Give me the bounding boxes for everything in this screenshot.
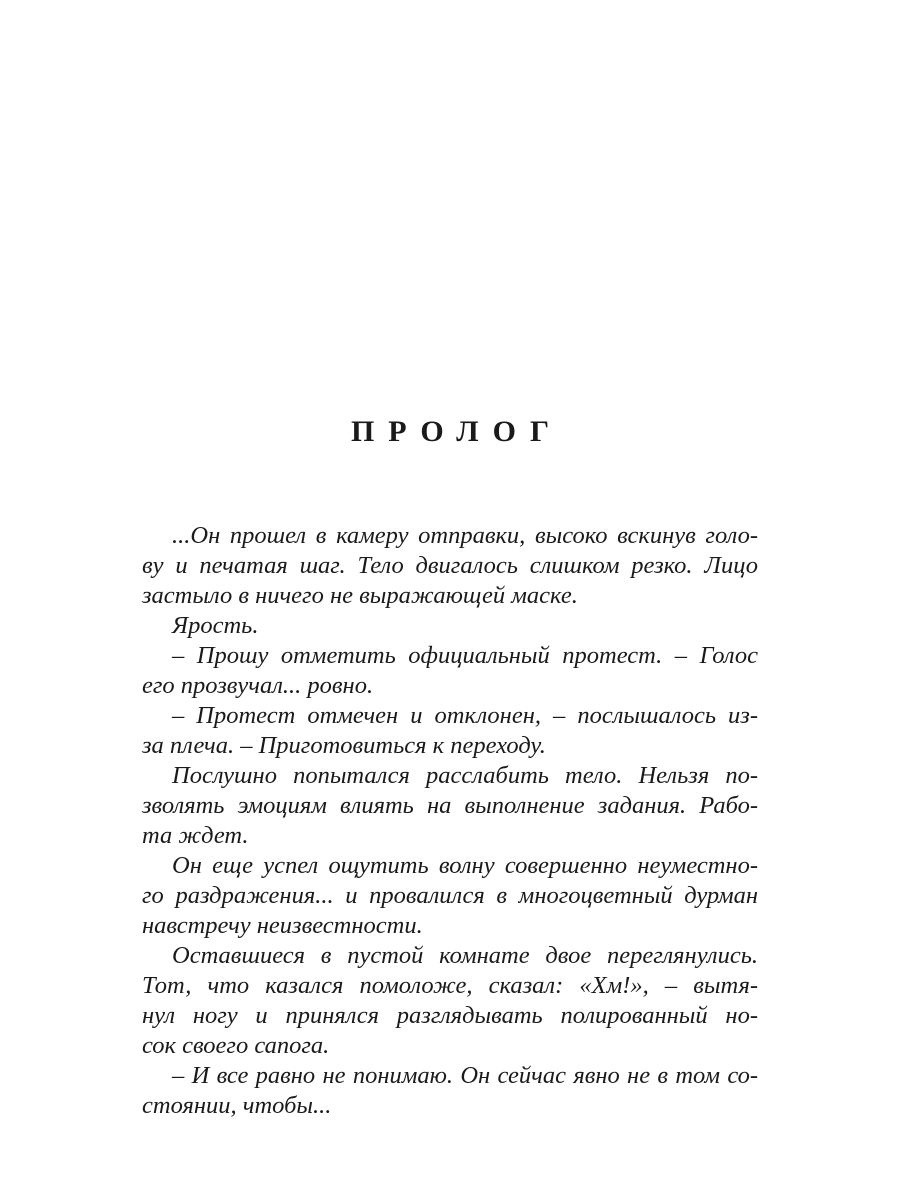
- text-line: та ждет.: [142, 822, 249, 849]
- text-line: – И все равно не понимаю. Он сейчас явно не в том со-: [172, 1062, 758, 1089]
- text-line: – Прошу отметить официальный протест. – Голос: [172, 642, 758, 669]
- text-line: ву и печатая шаг. Тело двигалось слишком резко. Лицо: [142, 552, 758, 579]
- text-line: сок своего сапога.: [142, 1032, 330, 1059]
- text-line: зволять эмоциям влиять на выполнение задания. Рабо-: [142, 792, 758, 819]
- text-line: навстречу неизвестности.: [142, 912, 423, 939]
- text-line: его прозвучал... ровно.: [142, 672, 374, 699]
- text-line: застыло в ничего не выражающей маске.: [142, 582, 578, 609]
- text-line: Ярость.: [172, 612, 259, 639]
- chapter-title: ПРОЛОГ: [350, 415, 564, 448]
- text-line: – Протест отмечен и отклонен, – послышалось из-: [172, 702, 758, 729]
- text-line: Послушно попытался расслабить тело. Нельзя по-: [172, 762, 758, 789]
- text-line: стоянии, чтобы...: [142, 1092, 332, 1119]
- text-line: за плеча. – Приготовиться к переходу.: [142, 732, 546, 759]
- text-line: нул ногу и принялся разглядывать полированный но-: [142, 1002, 758, 1029]
- text-line: го раздражения... и провалился в многоцветный дурман: [142, 882, 758, 909]
- text-line: Он еще успел ощутить волну совершенно неуместно-: [172, 852, 758, 879]
- text-line: ...Он прошел в камеру отправки, высоко вскинув голо-: [172, 522, 758, 549]
- text-line: Тот, что казался помоложе, сказал: «Хм!», – вытя-: [142, 972, 758, 999]
- text-line: Оставшиеся в пустой комнате двое переглянулись.: [172, 942, 758, 969]
- prologue-text: [142, 521, 758, 1121]
